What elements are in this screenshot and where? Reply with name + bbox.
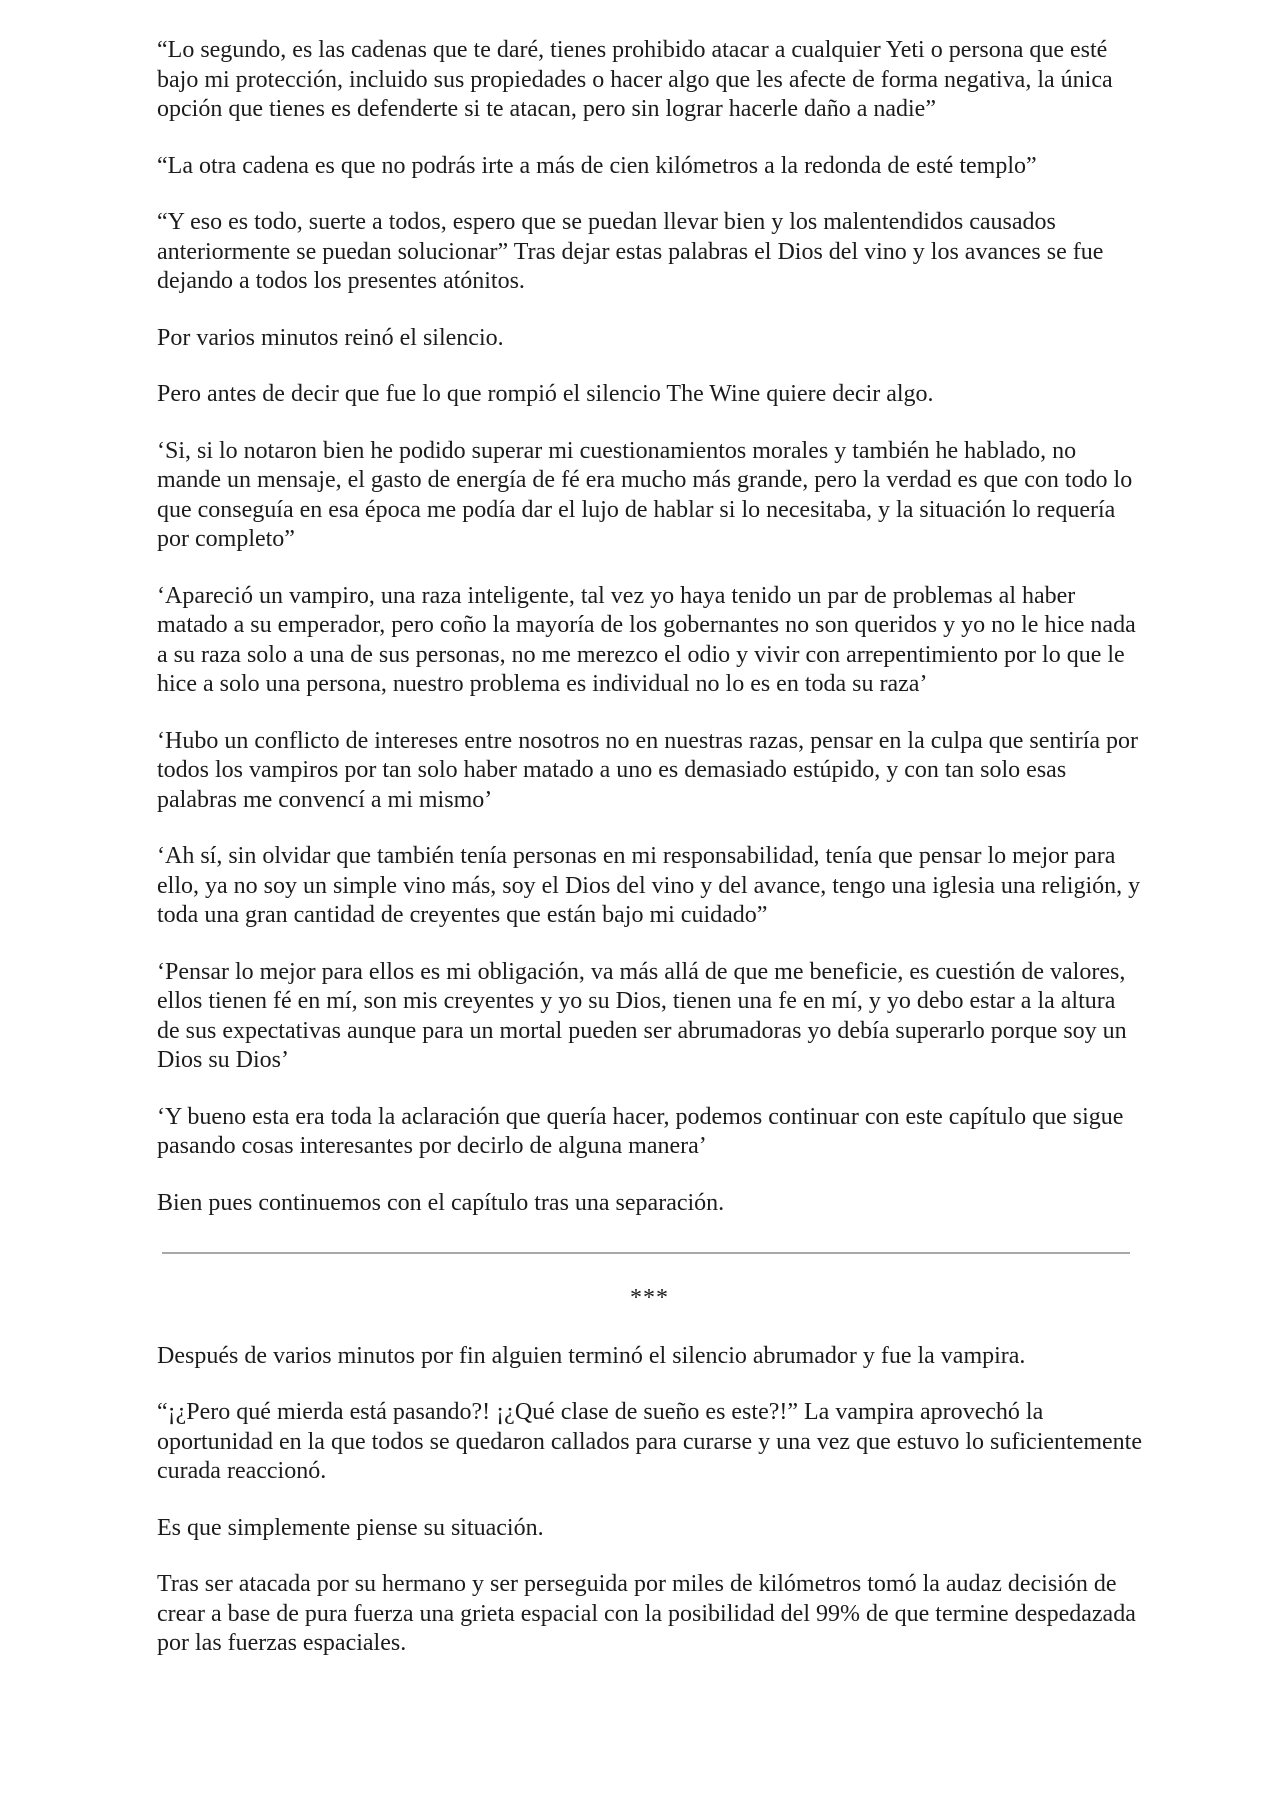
document-page xyxy=(157,36,1142,1686)
paragraph: Pero antes de decir que fue lo que rompió el silencio The Wine quiere decir algo. xyxy=(157,381,934,407)
paragraph: Tras ser atacada por su hermano y ser perseguida por miles de kilómetros tomó la audaz decisión de crear a base de pura fuerza una grieta espacial con la posibilidad del 99% de que termine despedazada por las fuerzas espaciales. xyxy=(157,1571,1136,1656)
paragraph: ‘Y bueno esta era toda la aclaración que quería hacer, podemos continuar con este capítulo que sigue pasando cosas interesantes por decirlo de alguna manera’ xyxy=(157,1103,1124,1159)
paragraph: Bien pues continuemos con el capítulo tras una separación. xyxy=(157,1189,725,1216)
paragraph: ‘Pensar lo mejor para ellos es mi obligación, va más allá de que me beneficie, es cuestión de valores, ellos tienen fé en mí, son mis creyentes y yo su Dios, tienen una fe en mí, y yo debo estar a la altura de sus expectativas aunque para un mortal pueden ser abrumadoras yo debía superarlo porque soy un Dios su Dios’ xyxy=(157,958,1127,1073)
paragraph: ‘Apareció un vampiro, una raza inteligente, tal vez yo haya tenido un par de problemas al haber matado a su emperador, pero coño la mayoría de los gobernantes no son queridos y yo no le hice nada a su raza solo a una de sus personas, no me merezco el odio y vivir con arrepentimiento por lo que le hice a solo una persona, nuestro problema es individual no lo es en toda su raza’ xyxy=(157,582,1136,697)
paragraph: “La otra cadena es que no podrás irte a más de cien kilómetros a la redonda de esté templo” xyxy=(157,152,1037,179)
paragraph: “Lo segundo, es las cadenas que te daré, tienes prohibido atacar a cualquier Yeti o persona que esté bajo mi protección, incluido sus propiedades o hacer algo que les afecte de forma negativa, la única opción que tienes es defenderte si te atacan, pero sin lograr hacerle daño a nadie” xyxy=(157,37,1113,122)
paragraph: Por varios minutos reinó el silencio. xyxy=(157,324,504,351)
paragraph: ‘Si, si lo notaron bien he podido superar mi cuestionamientos morales y también he hablado, no mande un mensaje, el gasto de energía de fé era mucho más grande, pero la verdad es que con todo lo que conseguía en esa época me podía dar el lujo de hablar si lo necesitaba, y la situación lo requería por completo” xyxy=(157,437,1133,552)
section-break-stars: *** xyxy=(630,1285,669,1311)
paragraph: “¡¿Pero qué mierda está pasando?! ¡¿Qué clase de sueño es este?!” La vampira aprovechó la oportunidad en la que todos se quedaron callados para curarse y una vez que estuvo lo suficientemente curada reaccionó. xyxy=(157,1399,1142,1484)
paragraph: ‘Hubo un conflicto de intereses entre nosotros no en nuestras razas, pensar en la culpa que sentiría por todos los vampiros por tan solo haber matado a uno es demasiado estúpido, y con tan solo esas palabras me convencí a mi mismo’ xyxy=(157,727,1138,813)
paragraph: ‘Ah sí, sin olvidar que también tenía personas en mi responsabilidad, tenía que pensar lo mejor para ello, ya no soy un simple vino más, soy el Dios del vino y del avance, tengo una iglesia una religión, y toda una gran cantidad de creyentes que están bajo mi cuidado” xyxy=(157,843,1141,928)
paragraph: “Y eso es todo, suerte a todos, espero que se puedan llevar bien y los malentendidos causados anteriormente se puedan solucionar” Tras dejar estas palabras el Dios del vino y los avances se fue dejando a todos los presentes atónitos. xyxy=(157,209,1104,294)
horizontal-rule xyxy=(162,1252,1130,1254)
paragraph: Después de varios minutos por fin alguien terminó el silencio abrumador y fue la vampira. xyxy=(157,1342,1026,1369)
paragraph: Es que simplemente piense su situación. xyxy=(157,1514,544,1541)
